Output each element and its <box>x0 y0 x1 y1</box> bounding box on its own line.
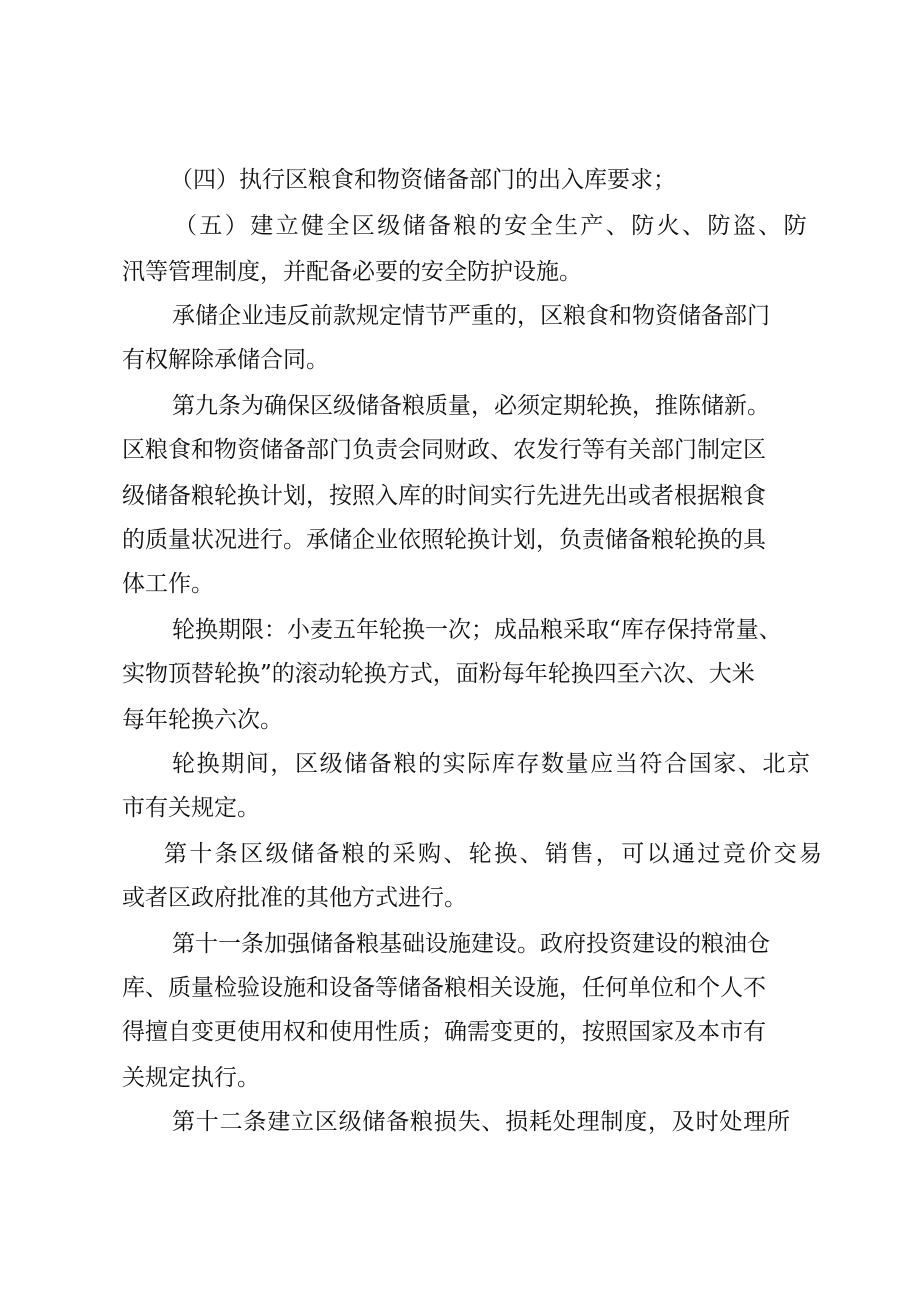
paragraph-line: 或者区政府批准的其他方式进行。 <box>122 885 467 911</box>
paragraph-line: 市有关规定。 <box>122 795 260 821</box>
paragraph-line: （四）执行区粮食和物资储备部门的出入库要求； <box>170 167 676 193</box>
paragraph-line: 第九条为确保区级储备粮质量，必须定期轮换，推陈储新。 <box>172 393 770 419</box>
paragraph-line: 的质量状况进行。承储企业依照轮换计划，负责储备粮轮换的具 <box>122 527 766 553</box>
paragraph-line: 第十一条加强储备粮基础设施建设。政府投资建设的粮油仓 <box>172 931 770 957</box>
paragraph-line: 轮换期限：小麦五年轮换一次；成品粮采取“库存保持常量、 <box>172 617 782 643</box>
paragraph-line: 库、质量检验设施和设备等储备粮相关设施，任何单位和个人不 <box>122 975 766 1001</box>
paragraph-line: 得擅自变更使用权和使用性质；确需变更的，按照国家及本市有 <box>122 1019 766 1045</box>
paragraph-line: 每年轮换六次。 <box>122 707 283 733</box>
paragraph-line: 有权解除承储合同。 <box>122 347 329 373</box>
paragraph-line: 关规定执行。 <box>122 1065 260 1091</box>
paragraph-line: 第十条区级储备粮的采购、轮换、销售，可以通过竞价交易 <box>164 841 825 867</box>
paragraph-line: 级储备粮轮换计划，按照入库的时间实行先进先出或者根据粮食 <box>122 483 766 509</box>
paragraph-line: 第十二条建立区级储备粮损失、损耗处理制度，及时处理所 <box>172 1109 791 1135</box>
paragraph-line: 轮换期间，区级储备粮的实际库存数量应当符合国家、北京 <box>172 751 812 777</box>
paragraph-line: 体工作。 <box>122 571 214 597</box>
paragraph-line: （五）建立健全区级储备粮的安全生产、防火、防盗、防 <box>174 213 809 239</box>
paragraph-line: 区粮食和物资储备部门负责会同财政、农发行等有关部门制定区 <box>122 437 766 463</box>
paragraph-line: 汛等管理制度，并配备必要的安全防护设施。 <box>122 259 582 285</box>
paragraph-line: 承储企业违反前款规定情节严重的，区粮食和物资储备部门 <box>172 303 770 329</box>
paragraph-line: 实物顶替轮换”的滚动轮换方式，面粉每年轮换四至六次、大米 <box>122 661 755 687</box>
